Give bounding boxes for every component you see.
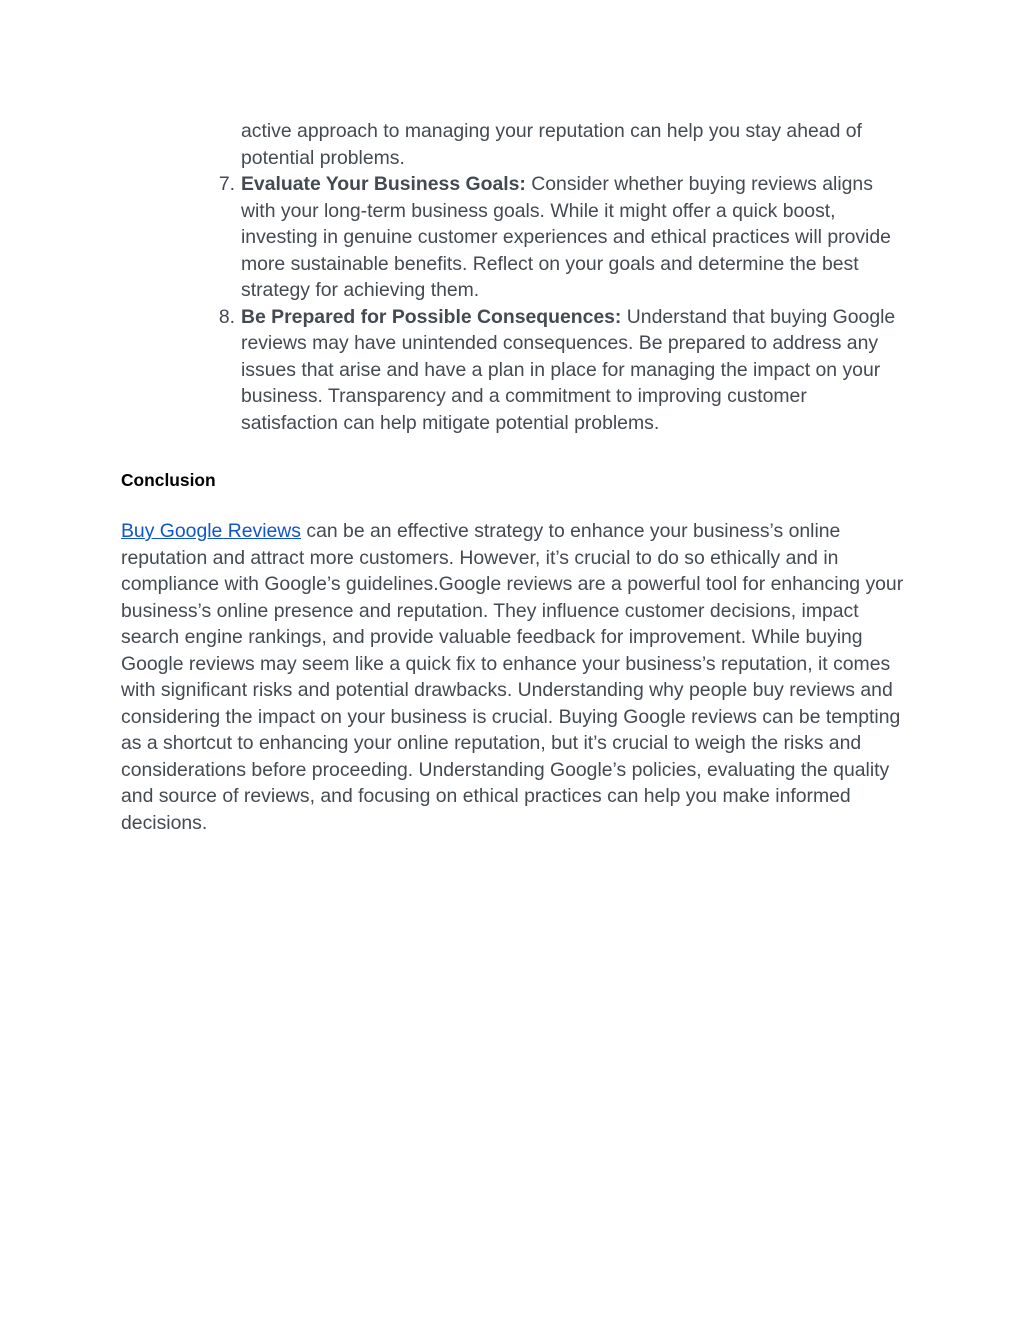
numbered-list (0, 118, 1024, 436)
list-item-continuation (241, 118, 906, 171)
list-item-8 (218, 304, 906, 437)
list-item-7 (218, 171, 906, 304)
conclusion-body: can be an effective strategy to enhance your business’s online reputation and attract more customers. However, it’s crucial to do so ethically and in compliance with Google’s guidelines.Google reviews are a powerful tool for enhancing your business’s online presence and reputation. They influence customer decisions, impact search engine rankings, and provide valuable feedback for improvement. While buying Google reviews may seem like a quick fix to enhance your business’s reputation, it comes with significant risks and potential drawbacks. Understanding why people buy reviews and considering the impact on your business is crucial. Buying Google reviews can be tempting as a shortcut to enhancing your online reputation, but it’s crucial to weigh the risks and considerations before proceeding. Understanding Google’s policies, evaluating the quality and source of reviews, and focusing on ethical practices can help you make informed decisions. (121, 520, 904, 834)
buy-google-reviews-link[interactable]: Buy Google Reviews (121, 520, 301, 542)
list-item-text: Consider whether buying reviews aligns with your long-term business goals. While it might offer a quick boost, investing in genuine customer experiences and ethical practices will provide more sustainable benefits. Reflect on your goals and determine the best strategy for achieving them. (241, 173, 891, 301)
list-number: 7. (218, 173, 235, 195)
list-number: 8. (218, 305, 235, 328)
conclusion-heading: Conclusion (121, 470, 216, 490)
list-item-continuation-text: active approach to managing your reputation can help you stay ahead of potential problems. (241, 120, 862, 169)
list-item-text: Understand that buying Google reviews may have unintended consequences. Be prepared to address any issues that arise and have a plan in place for managing the impact on your business. Transparency and a commitment to improving customer satisfaction can help mitigate potential problems. (241, 305, 896, 434)
list-item-title: Evaluate Your Business Goals: (241, 173, 526, 195)
list-item-title: Be Prepared for Possible Consequences: (241, 305, 622, 328)
conclusion-paragraph (121, 518, 911, 836)
